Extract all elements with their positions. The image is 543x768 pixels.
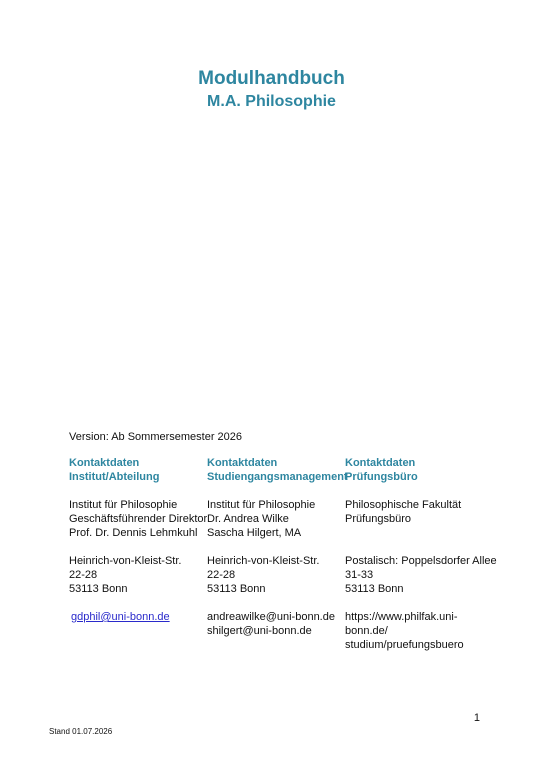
version-line: Version: Ab Sommersemester 2026: [69, 431, 243, 443]
organisation-block: Institut für Philosophie Geschäftsführender Direktor Prof. Dr. Dennis Lehmkuhl: [69, 499, 208, 539]
column-heading: Kontaktdaten Prüfungsbüro: [345, 457, 418, 483]
footer-date: Stand 01.07.2026: [49, 727, 113, 736]
email-text: andreawilke@uni-bonn.de: [207, 611, 335, 623]
organisation-block: Philosophische Fakultät Prüfungsbüro: [345, 499, 462, 525]
address-block: Heinrich-von-Kleist-Str. 22-28 53113 Bonn: [69, 555, 182, 595]
page-number: 1: [473, 712, 480, 724]
organisation-block: Institut für Philosophie Dr. Andrea Wilke Sascha Hilgert, MA: [207, 499, 316, 539]
document-title: Modulhandbuch: [198, 68, 345, 89]
url-text: https://www.philfak.uni-: [345, 611, 458, 623]
url-text: bonn.de/: [345, 625, 388, 637]
contact-block: [345, 610, 483, 652]
url-text: studium/pruefungsbuero: [345, 639, 464, 651]
address-block: Heinrich-von-Kleist-Str. 22-28 53113 Bonn: [207, 555, 320, 595]
contact-column-pruefungsbuero: [345, 456, 497, 652]
contact-block: [207, 610, 345, 638]
document-subtitle: M.A. Philosophie: [207, 93, 336, 110]
contact-column-studiengang: [207, 456, 348, 638]
contact-block: [69, 610, 207, 624]
address-block: Postalisch: Poppelsdorfer Allee 31-33 53113 Bonn: [345, 555, 497, 595]
email-link[interactable]: gdphil@uni-bonn.de: [71, 611, 170, 623]
column-heading: Kontaktdaten Institut/Abteilung: [69, 457, 160, 483]
email-text: shilgert@uni-bonn.de: [207, 625, 312, 637]
column-heading: Kontaktdaten Studiengangsmanagement: [207, 457, 348, 483]
contact-column-institut: [69, 456, 207, 624]
